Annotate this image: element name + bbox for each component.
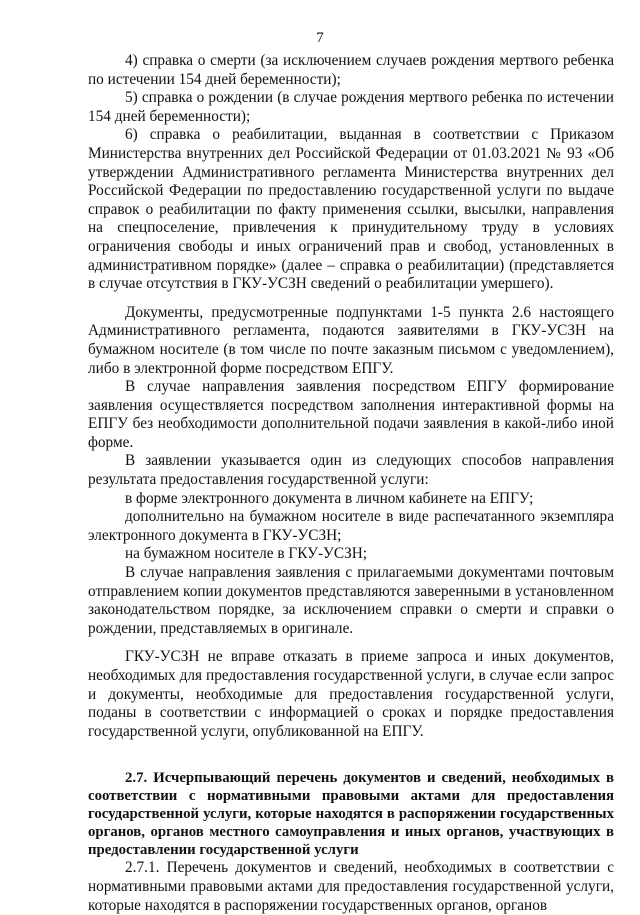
paragraph-item-6-rehabilitation-certificate: 6) справка о реабилитации, выданная в соответствии с Приказом Министерства внутренних дел Российской Федерации от 01.03.2021 № 93 «Об утверждении Административного регламента Министерства внутренних дел Российской Федерации по предоставлению государственной услуги по выдаче справок о реабилитации по факту применения ссылки, высылки, направления на спецпоселение, привлечения к принудительному труду в условиях ограничения свободы и иных ограничений прав и свобод, установленных в административном порядке» (далее – справка о реабилитации) (представляется в случае отсутствия в ГКУ-УСЗН сведений о реабилитации умершего). bbox=[88, 126, 614, 293]
page-number: 7 bbox=[316, 30, 324, 46]
paragraph-epgu-application: В случае направления заявления посредством ЕПГУ формирование заявления осуществляется посредством заполнения интерактивной формы на ЕПГУ без необходимости дополнительной подачи заявления в какой-либо иной форме. bbox=[88, 378, 614, 451]
document-body bbox=[88, 52, 614, 915]
paragraph-method-electronic: в форме электронного документа в личном кабинете на ЕПГУ; bbox=[125, 489, 534, 507]
paragraph-documents-submission: Документы, предусмотренные подпунктами 1-5 пункта 2.6 настоящего Административного регламента, подаются заявителями в ГКУ-УСЗН на бумажном носителе (в том числе по почте заказным письмом с уведомлением), либо в электронной форме посредством ЕПГУ. bbox=[88, 303, 614, 377]
paragraph-result-methods: В заявлении указывается один из следующих способов направления результата предоставления государственной услуги: bbox=[88, 452, 614, 489]
paragraph-method-paper-copy: дополнительно на бумажном носителе в виде распечатанного экземпляра электронного документа в ГКУ-УСЗН; bbox=[88, 508, 614, 544]
paragraph-no-refusal: ГКУ-УСЗН не вправе отказать в приеме запроса и иных документов, необходимых для предоставления государственной услуги, в случае если запрос и документы, необходимые для предоставления государственной услуги, поданы в соответствии с информацией о сроках и порядке предоставления государственной услуги, опубликованной на ЕПГУ. bbox=[88, 648, 614, 740]
paragraph-postal-copies: В случае направления заявления с прилагаемыми документами почтовым отправлением копии документов представляются заверенными в установленном законодательством порядке, за исключением справки о смерти и справки о рождении, представляемых в оригинале. bbox=[88, 564, 614, 637]
paragraph-2-7-1: 2.7.1. Перечень документов и сведений, необходимых в соответствии с нормативными правовыми актами для предоставления государственной услуги, которые находятся в распоряжении государственных органов, органов bbox=[88, 859, 614, 914]
section-title-2-7: 2.7. Исчерпывающий перечень документов и сведений, необходимых в соответствии с нормативными правовыми актами для предоставления государственной услуги, которые находятся в распоряжении государственных органов, органов местного самоуправления и иных органов, участвующих в предоставлении государственной услуги bbox=[88, 770, 614, 859]
paragraph-item-4-death-certificate: 4) справка о смерти (за исключением случаев рождения мертвого ребенка по истечении 154 дней беременности); bbox=[88, 52, 614, 88]
paragraph-item-5-birth-certificate: 5) справка о рождении (в случае рождения мертвого ребенка по истечении 154 дней беременности); bbox=[88, 89, 614, 125]
paragraph-method-paper: на бумажном носителе в ГКУ-УСЗН; bbox=[125, 545, 368, 563]
